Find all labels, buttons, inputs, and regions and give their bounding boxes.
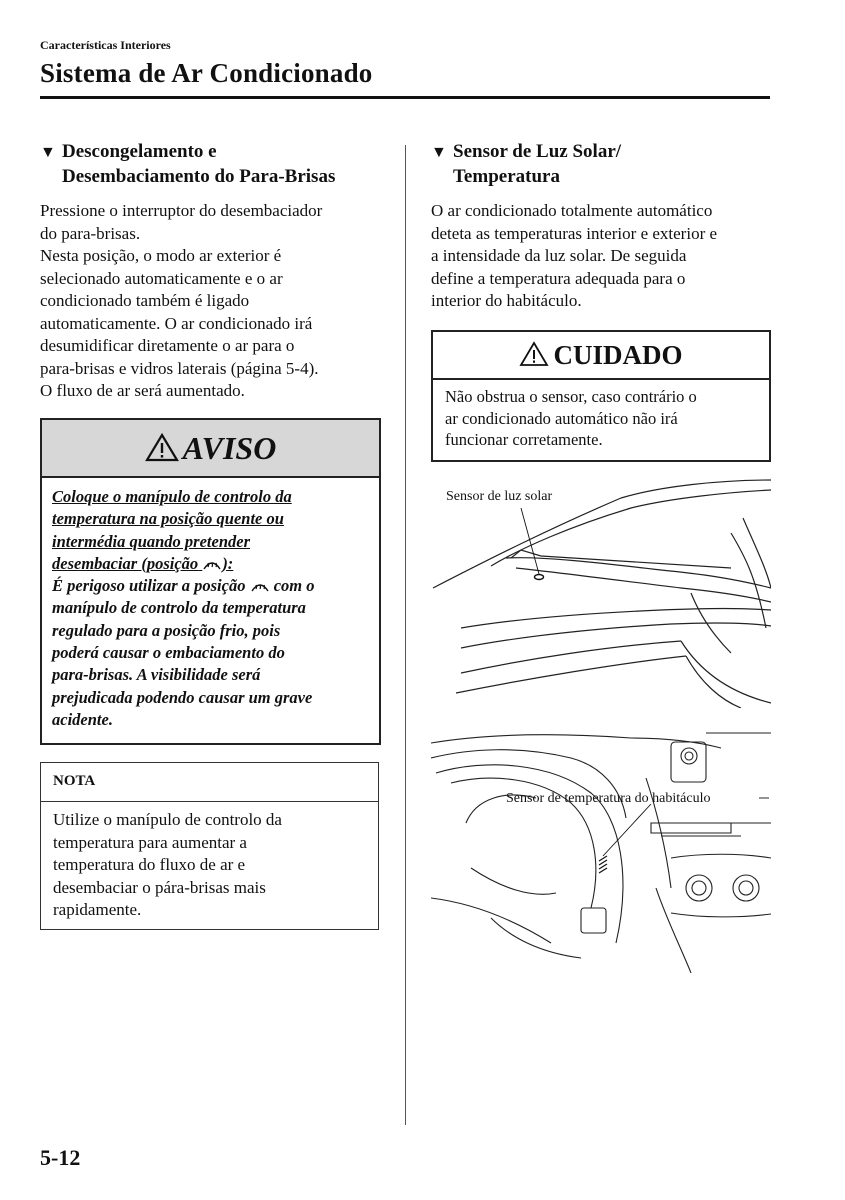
paragraph-line: a intensidade da luz solar. De seguida	[431, 246, 687, 265]
warning-line: acidente.	[52, 709, 113, 729]
defrost-paragraph	[40, 200, 385, 403]
paragraph-line: O ar condicionado totalmente automático	[431, 201, 713, 220]
paragraph-line: para-brisas e vidros laterais (página 5-4).	[40, 358, 319, 378]
warning-text: desembaciar (posição	[52, 553, 199, 573]
caution-line: Não obstrua o sensor, caso contrário o	[445, 387, 697, 406]
warning-line: manípulo de controlo da temperatura	[52, 598, 306, 618]
warning-line: temperatura na posição quente ou	[52, 509, 284, 529]
note-line: Utilize o manípulo de controlo da	[53, 810, 282, 829]
warning-triangle-icon	[145, 432, 179, 462]
note-line: desembaciar o pára-brisas mais	[53, 877, 266, 897]
paragraph-line: condicionado também é ligado	[40, 291, 250, 310]
title-rule	[40, 96, 770, 99]
paragraph-line: do para-brisas.	[40, 223, 141, 243]
heading-line: Temperatura	[453, 166, 560, 187]
callout-line	[603, 804, 651, 856]
warning-triangle-icon	[519, 341, 549, 367]
paragraph-line: desumidificar diretamente o ar para o	[40, 336, 295, 355]
note-body	[53, 809, 368, 922]
warning-line: prejudicada podendo causar um grave	[52, 687, 313, 707]
note-header	[41, 763, 378, 802]
warning-box	[40, 418, 381, 745]
warning-title: AVISO	[182, 430, 277, 466]
warning-text: com o	[273, 576, 315, 596]
paragraph-line: Nesta posição, o modo ar exterior é	[40, 246, 282, 265]
heading-line: Desembaciamento do Para-Brisas	[62, 166, 336, 187]
caution-line: ar condicionado automático não irá	[445, 408, 678, 428]
chapter-label: Características Interiores	[40, 38, 171, 52]
warning-line: regulado para a posição frio, pois	[52, 620, 281, 640]
figure2-caption: Sensor de temperatura do habitáculo	[506, 791, 711, 806]
paragraph-line: define a temperatura adequada para o	[431, 268, 686, 288]
caution-header	[433, 332, 769, 380]
paragraph-line: deteta as temperaturas interior e exterior e	[431, 223, 718, 243]
windshield-defroster-icon	[250, 578, 270, 594]
warning-line: intermédia quando pretender	[52, 531, 251, 551]
paragraph-line: Pressione o interruptor do desembaciador	[40, 201, 323, 220]
paragraph-line: automaticamente. O ar condicionado irá	[40, 313, 313, 333]
triangle-down-icon: ▼	[431, 144, 447, 161]
column-divider	[405, 145, 406, 1125]
warning-line: poderá causar o embaciamento do	[52, 643, 285, 663]
cabin-temperature-sensor-illustration	[431, 728, 771, 973]
solar-sensor-illustration	[431, 478, 771, 708]
caution-body	[445, 386, 763, 451]
section-heading-defrost	[40, 140, 390, 189]
warning-line	[52, 575, 372, 597]
warning-body	[52, 486, 372, 731]
note-line: temperatura para aumentar a	[53, 832, 247, 852]
note-title: NOTA	[53, 773, 96, 789]
heading-line: Sensor de Luz Solar/	[453, 141, 622, 162]
paragraph-line: O fluxo de ar será aumentado.	[40, 381, 245, 400]
note-line: rapidamente.	[53, 900, 142, 919]
caution-title: CUIDADO	[553, 340, 683, 370]
warning-text: É perigoso utilizar a posição	[52, 576, 246, 596]
page-number: 5-12	[40, 1145, 81, 1170]
section-heading-sensor	[431, 140, 771, 189]
triangle-down-icon: ▼	[40, 144, 56, 161]
paragraph-line: interior do habitáculo.	[431, 291, 582, 310]
warning-line: para-brisas. A visibilidade será	[52, 665, 261, 685]
sensor-paragraph	[431, 200, 776, 313]
note-line: temperatura do fluxo de ar e	[53, 855, 246, 874]
warning-line	[52, 553, 372, 575]
note-box	[40, 762, 379, 930]
caution-line: funcionar corretamente.	[445, 430, 603, 449]
heading-line: Descongelamento e	[62, 141, 217, 162]
windshield-defroster-icon	[202, 556, 222, 572]
caution-box	[431, 330, 771, 462]
paragraph-line: selecionado automaticamente e o ar	[40, 268, 283, 288]
callout-line	[521, 508, 539, 574]
figure1-caption: Sensor de luz solar	[446, 489, 553, 504]
sensor-dot	[535, 575, 544, 580]
page-title: Sistema de Ar Condicionado	[40, 58, 373, 88]
warning-header	[42, 420, 379, 478]
warning-line: Coloque o manípulo de controlo da	[52, 487, 292, 506]
warning-text: ):	[222, 553, 234, 573]
